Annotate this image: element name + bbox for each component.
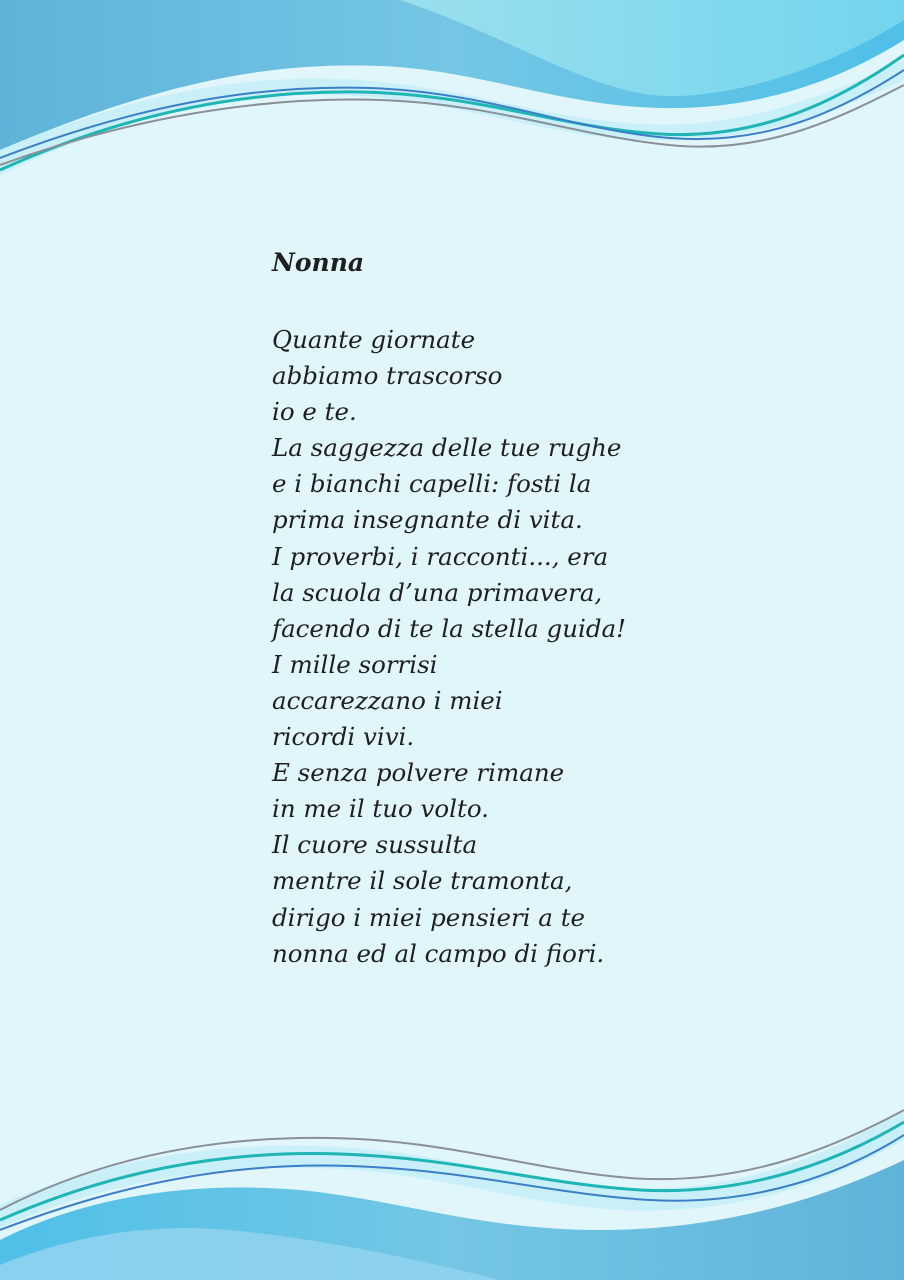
poem-line: ricordi vivi. <box>272 722 415 752</box>
poem-line: nonna ed al campo di fiori. <box>272 938 605 968</box>
poem-line: dirigo i miei pensieri a te <box>272 902 586 932</box>
top-wave-decoration <box>0 0 904 200</box>
poem <box>272 240 692 972</box>
poem-line: Quante giornate <box>272 325 476 354</box>
poem-lines <box>272 322 692 972</box>
poem-line: La saggezza delle tue rughe <box>272 433 622 463</box>
poem-line: abbiamo trascorso <box>272 361 503 391</box>
poem-line: I mille sorrisi <box>272 649 438 679</box>
poem-line: I proverbi, i racconti..., era <box>272 541 609 571</box>
poem-title: Nonna <box>272 248 365 277</box>
poem-line: la scuola d’una primavera, <box>272 577 603 607</box>
poem-line: e i bianchi capelli: fosti la <box>272 469 592 499</box>
poem-line: in me il tuo volto. <box>272 794 489 824</box>
poem-line: mentre il sole tramonta, <box>272 866 573 896</box>
stanza-gap <box>272 286 692 322</box>
poem-line: E senza polvere rimane <box>272 758 565 788</box>
poem-line: prima insegnante di vita. <box>272 505 583 535</box>
bottom-wave-decoration <box>0 1080 904 1280</box>
poem-line: Il cuore sussulta <box>272 830 478 860</box>
poem-line: facendo di te la stella guida! <box>272 613 626 643</box>
poem-line: accarezzano i miei <box>272 685 503 715</box>
poem-line: io e te. <box>272 397 357 427</box>
